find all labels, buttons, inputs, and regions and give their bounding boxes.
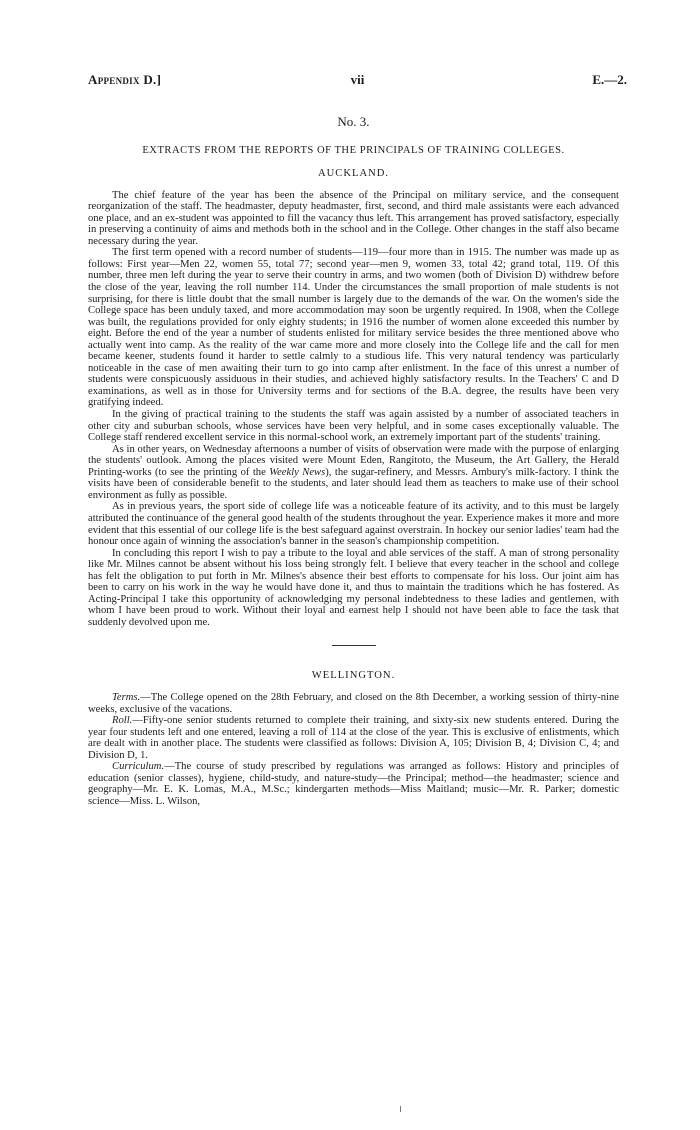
appendix-label: Appendix D.] (88, 72, 162, 87)
auckland-paragraph: In concluding this report I wish to pay a tribute to the loyal and able services of the staff. A man of strong personality like Mr. Milnes cannot be absent without his loss being strongly felt. I believe that every teacher in the school and college has felt the obligation to put forth in Mr. Milnes's absence their best efforts to compensate for his loss. Our joint aim has been to carry on his work in the way he would have done it, and thus to maintain the traditions which he has fostered. As Acting-Principal I take this opportunity of acknowledging my personal indebtedness to these ladies and gentlemen, with whom I have been proud to work. Without their loyal and earnest help I should not have been able to face the task that suddenly devolved upon me. (88, 547, 619, 628)
document-code: E.—2. (592, 72, 627, 87)
page-number: vii (350, 72, 365, 87)
roll-label: Roll. (112, 715, 133, 727)
newspaper-title: Weekly News (269, 466, 326, 478)
wellington-roll-paragraph (88, 715, 619, 761)
page-header (88, 72, 627, 92)
wellington-heading: WELLINGTON. (311, 670, 396, 682)
terms-label: Terms. (112, 691, 141, 703)
print-mark (400, 1106, 401, 1112)
wellington-terms-paragraph (88, 692, 619, 715)
roll-text: —Fifty-one senior students returned to complete their training, and sixty-six new students entered. During the year four students left and one entered, leaving a roll of 114 at the close of the year. This is exclusive of enlistments, which are dealt with in another place. The students were classified as follows: Division A, 105; Division B, 4; Division C, 4; and Division D, 1. (88, 715, 619, 761)
auckland-heading: AUCKLAND. (317, 168, 390, 180)
curriculum-text: —The course of study prescribed by regulations was arranged as follows: History and principles of education (senior classes), hygiene, child-study, and nature-study—the Principal; method—the headmaster; science and geography—Mr. E. K. Lomas, M.A., M.Sc.; kindergarten methods—Miss Maitland; music—Mr. R. Parker; domestic science—Miss. L. Wilson, (88, 761, 619, 807)
document-number: No. 3. (337, 114, 370, 129)
curriculum-label: Curriculum. (112, 761, 165, 773)
terms-text: —The College opened on the 28th February, and closed on the 8th December, a working session of thirty-nine weeks, exclusive of the vacations. (88, 691, 619, 715)
document-body (88, 116, 619, 807)
auckland-paragraph: The chief feature of the year has been the absence of the Principal on military service, and the consequent reorganization of the staff. The headmaster, deputy headmaster, first, second, and third male assistants were each advanced one place, and an ex-student was appointed to fill the vacancy thus left. This arrangement has proved satisfactory, especially in preserving a continuity of aims and methods both in the school and in the College. Other changes in the staff also became necessary during the year. (88, 189, 619, 247)
auckland-paragraph: As in previous years, the sport side of college life was a noticeable feature of its activity, and to this must be largely attributed the continuance of the general good health of the students throughout the year. Experience makes it more and more evident that this essential of our college life is the best safeguard against overstrain. In hockey our senior ladies' team had the honour once again of winning the association's banner in the season's championship competition. (88, 501, 619, 548)
wellington-curriculum-paragraph (88, 761, 619, 807)
auckland-paragraph: In the giving of practical training to the students the staff was again assisted by a number of associated teachers in other city and suburban schools, whose services have been very helpful, and in some cases exceptionally valuable. The College staff rendered excellent service in this normal-school work, an extremely important part of the students' training. (88, 409, 619, 444)
document-title: EXTRACTS FROM THE REPORTS OF THE PRINCIPALS OF TRAINING COLLEGES. (142, 144, 565, 156)
section-divider (332, 645, 376, 646)
auckland-paragraph: As in other years, on Wednesday afternoons a number of visits of observation were made with the purpose of enlarging the students' outlook. Among the places visited were Mount Eden, Rangitoto, the Museum, the Art Gallery, the Herald Printing-works (to see the printing of the Weekly News), the sugar-refinery, and Messrs. Ambury's milk-factory. I think the visits have been of considerable benefit to the students, and later should lead them as teachers to make use of their school environment as fully as possible. (88, 443, 619, 501)
auckland-paragraph: The first term opened with a record number of students—119—four more than in 1915. The number was made up as follows: First year—Men 22, women 55, total 77; second year—men 9, women 33, total 42; grand total, 119. Of this number, three men left during the year to serve their country in arms, and two women (both of Division D) withdrew before the close of the year, leaving the roll number 114. Under the circumstances the small proportion of male students is not surprising, for there is little doubt that the small number is largely due to the demands of the war. On the women's side the College space has been unduly taxed, and more accommodation may soon be urgently required. In 1908, when the College was built, the regulations provided for only eighty students; in 1916 the number of women alone exceeded this number by eight. Before the end of the year a number of students enlisted for military service besides the three mentioned above who actually went into camp. As the reality of the war came more and more closely into the College life and the call for men became keener, students found it harder to settle calmly to a studious life. This very natural tendency was particularly noticeable in the case of men awaiting their turn to go into camp after enlistment. In the face of this unrest a number of students were conspicuously assiduous in their studies, and achieved highly satisfactory results. In the Teachers' C and D examinations, as well as in those for University terms and for sections of the B.A. degree, the results have been very gratifying indeed. (88, 247, 619, 409)
